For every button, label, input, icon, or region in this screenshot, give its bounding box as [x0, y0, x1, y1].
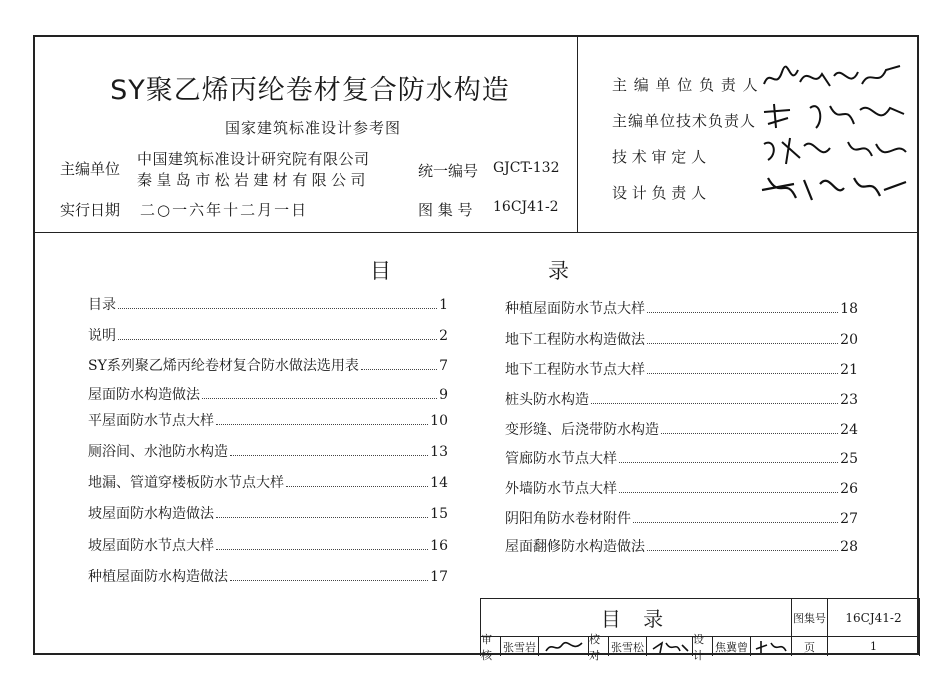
title-block-atlas-value: 16CJ41-2	[828, 599, 920, 637]
editor-label: 主编单位	[60, 160, 121, 178]
signature-review-icon	[760, 134, 910, 168]
toc-entry[interactable]	[505, 536, 858, 556]
toc-leader-dots	[230, 455, 428, 456]
toc-leader-dots	[202, 398, 437, 399]
review-signature-icon	[539, 637, 589, 656]
editor-org-1: 中国建筑标准设计研究院有限公司	[137, 150, 370, 168]
toc-entry-page: 16	[430, 538, 448, 554]
toc-entry-title: 管廊防水节点大样	[505, 451, 617, 467]
header-vertical-divider	[577, 35, 578, 233]
toc-entry-title: 变形缝、后浇带防水构造	[505, 422, 659, 438]
toc-entry[interactable]	[505, 359, 858, 379]
toc-entry[interactable]	[88, 535, 448, 555]
toc-entry[interactable]	[88, 325, 448, 345]
toc-entry-title: 外墙防水节点大样	[505, 481, 617, 497]
toc-entry-title: 地下工程防水节点大样	[505, 362, 645, 378]
toc-leader-dots	[633, 522, 838, 523]
toc-entry-page: 20	[840, 332, 858, 348]
toc-entry[interactable]	[505, 478, 858, 498]
toc-entry-title: 屋面翻修防水构造做法	[505, 539, 645, 555]
toc-leader-dots	[647, 343, 838, 344]
toc-entry[interactable]	[505, 298, 858, 318]
toc-leader-dots	[118, 308, 437, 309]
toc-entry-page: 7	[439, 358, 448, 374]
design-name: 焦冀曾	[713, 637, 751, 656]
toc-entry[interactable]	[505, 508, 858, 528]
toc-leader-dots	[216, 517, 428, 518]
design-label: 设计	[693, 637, 713, 656]
code-label: 统一编号	[418, 162, 479, 180]
toc-leader-dots	[647, 550, 838, 551]
toc-entry-title: 种植屋面防水节点大样	[505, 301, 645, 317]
toc-leader-dots	[118, 339, 437, 340]
document-title: SY聚乙烯丙纶卷材复合防水构造	[110, 75, 510, 106]
toc-leader-dots	[286, 486, 428, 487]
review-name: 张雪岩	[501, 637, 539, 656]
design-signature-icon	[751, 637, 792, 656]
toc-entry-page: 28	[840, 539, 858, 555]
toc-entry-page: 13	[430, 444, 448, 460]
date-label: 实行日期	[60, 201, 121, 219]
toc-entry[interactable]	[505, 448, 858, 468]
toc-entry[interactable]	[88, 384, 448, 404]
toc-entry-title: 地漏、管道穿楼板防水节点大样	[88, 475, 284, 491]
toc-entry[interactable]	[88, 410, 448, 430]
title-block	[480, 598, 920, 662]
toc-entry-page: 9	[439, 387, 448, 403]
check-label: 校对	[589, 637, 609, 656]
toc-entry-title: 目录	[88, 297, 116, 313]
toc-heading-left: 目	[370, 259, 391, 283]
toc-entry[interactable]	[88, 355, 448, 375]
toc-entry-page: 14	[430, 475, 448, 491]
toc-entry[interactable]	[88, 503, 448, 523]
signature-chief-icon	[760, 62, 910, 94]
toc-leader-dots	[230, 580, 428, 581]
toc-entry[interactable]	[88, 294, 448, 314]
toc-leader-dots	[619, 492, 838, 493]
signature-design-icon	[760, 170, 910, 206]
atlas-value: 16CJ41-2	[493, 199, 559, 215]
toc-leader-dots	[647, 312, 838, 313]
toc-entry-page: 17	[430, 569, 448, 585]
title-block-atlas-label: 图集号	[792, 599, 828, 637]
header-divider	[33, 232, 919, 233]
toc-entry[interactable]	[505, 419, 858, 439]
signature-tech-icon	[760, 98, 910, 134]
toc-entry-title: 说明	[88, 328, 116, 344]
toc-entry[interactable]	[88, 566, 448, 586]
title-block-name: 目 录	[481, 599, 792, 637]
responsible-design-label: 设 计 负 责 人	[612, 184, 707, 202]
toc-leader-dots	[619, 462, 838, 463]
toc-entry-title: 阴阳角防水卷材附件	[505, 511, 631, 527]
toc-entry-title: 种植屋面防水构造做法	[88, 569, 228, 585]
document-subtitle: 国家建筑标准设计参考图	[225, 119, 402, 137]
toc-entry-title: 地下工程防水构造做法	[505, 332, 645, 348]
toc-entry-page: 1	[439, 297, 448, 313]
toc-entry-page: 25	[840, 451, 858, 467]
code-value: GJCT-132	[493, 160, 560, 176]
toc-entry-title: 屋面防水构造做法	[88, 387, 200, 403]
toc-entry-page: 18	[840, 301, 858, 317]
toc-leader-dots	[661, 433, 838, 434]
toc-entry-title: 桩头防水构造	[505, 392, 589, 408]
toc-entry-page: 21	[840, 362, 858, 378]
toc-entry-title: 坡屋面防水节点大样	[88, 538, 214, 554]
toc-entry-page: 2	[439, 328, 448, 344]
toc-entry[interactable]	[505, 389, 858, 409]
toc-entry-title: SY系列聚乙烯丙纶卷材复合防水做法选用表	[88, 358, 359, 374]
review-label: 审核	[481, 637, 501, 656]
page-label: 页	[792, 637, 828, 656]
check-name: 张雪松	[609, 637, 647, 656]
responsible-review-label: 技 术 审 定 人	[612, 148, 707, 166]
page-value: 1	[828, 637, 920, 656]
toc-entry-page: 26	[840, 481, 858, 497]
toc-leader-dots	[216, 549, 428, 550]
toc-entry-page: 27	[840, 511, 858, 527]
responsible-tech-label: 主编单位技术负责人	[612, 112, 757, 130]
responsible-chief-label: 主 编 单 位 负 责 人	[612, 76, 759, 94]
toc-entry[interactable]	[88, 472, 448, 492]
date-value: 二○一六年十二月一日	[140, 201, 309, 219]
toc-entry-title: 厕浴间、水池防水构造	[88, 444, 228, 460]
toc-leader-dots	[216, 424, 428, 425]
atlas-label: 图 集 号	[418, 201, 473, 219]
toc-entry-page: 15	[430, 506, 448, 522]
toc-leader-dots	[647, 373, 838, 374]
toc-leader-dots	[591, 403, 838, 404]
toc-entry-page: 24	[840, 422, 858, 438]
toc-entry-title: 平屋面防水节点大样	[88, 413, 214, 429]
editor-org-2: 秦皇岛市松岩建材有限公司	[137, 171, 370, 189]
toc-entry-page: 23	[840, 392, 858, 408]
toc-leader-dots	[361, 369, 437, 370]
toc-entry-title: 坡屋面防水构造做法	[88, 506, 214, 522]
check-signature-icon	[647, 637, 693, 656]
toc-entry-page: 10	[430, 413, 448, 429]
toc-entry[interactable]	[88, 441, 448, 461]
toc-heading-right: 录	[548, 259, 569, 283]
toc-entry[interactable]	[505, 329, 858, 349]
